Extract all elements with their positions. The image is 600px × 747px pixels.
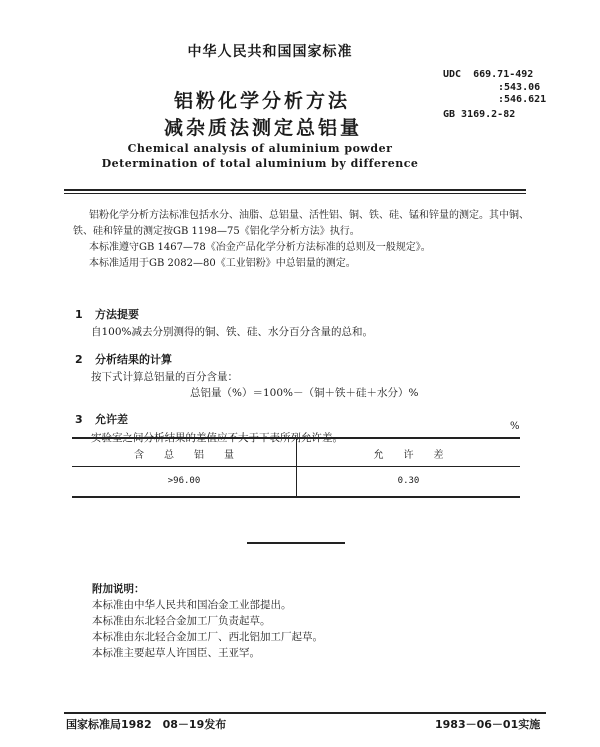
table-rule-bottom xyxy=(72,496,520,498)
section-2-body: 按下式计算总铝量的百分含量： xyxy=(91,371,238,383)
section-3-heading xyxy=(75,411,128,427)
section-1-title: 方法提要 xyxy=(95,308,139,321)
section-1-heading xyxy=(75,306,139,322)
standard-org: 中华人民共和国国家标准 xyxy=(187,44,353,60)
notes-line-2: 本标准由东北轻合金加工厂负责起草。 xyxy=(92,615,271,627)
table-unit: % xyxy=(510,421,520,432)
udc-label: UDC xyxy=(443,69,462,80)
end-separator xyxy=(247,542,345,544)
footer-issued: 国家标准局1982 08－19发布 xyxy=(66,718,227,731)
udc-block xyxy=(443,69,546,121)
footer-effective: 1983－06－01实施 xyxy=(435,718,541,731)
title-en-line2: Determination of total aluminium by difference xyxy=(101,157,419,170)
title-cn-line2: 减杂质法测定总铝量 xyxy=(164,117,363,139)
udc-code-3: :546.621 xyxy=(498,94,547,105)
title-en-line1: Chemical analysis of aluminium powder xyxy=(127,142,393,155)
section-3-title: 允许差 xyxy=(95,413,128,426)
section-2-title: 分析结果的计算 xyxy=(95,353,172,366)
section-2-heading xyxy=(75,351,172,367)
notes-line-3: 本标准由东北轻合金加工厂、西北铝加工厂起草。 xyxy=(92,631,323,643)
intro-para1-line1: 铝粉化学分析方法标准包括水分、油脂、总铝量、活性铝、铜、铁、硅、锰和锌量的测定。其中铜、 xyxy=(89,210,529,221)
gb-number: GB 3169.2-82 xyxy=(443,108,516,120)
header-rule-bottom xyxy=(64,193,526,194)
footer-rule xyxy=(64,712,546,714)
section-3-number: 3 xyxy=(75,413,83,426)
intro-para3: 本标准适用于GB 2082—80《工业铝粉》中总铝量的测定。 xyxy=(89,258,356,269)
section-2-number: 2 xyxy=(75,353,83,366)
udc-code-2: :543.06 xyxy=(498,81,541,93)
intro-para1-line2: 铁、硅和锌量的测定按GB 1198—75《铝化学分析方法》执行。 xyxy=(73,226,360,237)
notes-line-4: 本标准主要起草人许国臣、王亚罕。 xyxy=(92,647,260,659)
title-cn-line1: 铝粉化学分析方法 xyxy=(174,90,351,112)
table-header-total-al: 含 总 铝 量 xyxy=(134,450,234,461)
header-rule-top xyxy=(64,189,526,191)
intro-para2: 本标准遵守GB 1467—78《冶金产品化学分析方法标准的总则及一般规定》。 xyxy=(89,242,431,253)
table-header-tolerance: 允 许 差 xyxy=(373,450,444,461)
table-cell-tolerance: 0.30 xyxy=(397,476,420,486)
notes-heading: 附加说明： xyxy=(92,583,145,595)
section-1-number: 1 xyxy=(75,308,83,321)
section-1-body: 自100%减去分别测得的铜、铁、硅、水分百分含量的总和。 xyxy=(91,326,374,338)
udc-code-1: 669.71-492 xyxy=(473,69,534,80)
section-2-formula: 总铝量（%）＝100%－（铜＋铁＋硅＋水分）% xyxy=(190,387,419,399)
notes-line-1: 本标准由中华人民共和国冶金工业部提出。 xyxy=(92,599,292,611)
table-cell-total-al: >96.00 xyxy=(167,476,201,486)
